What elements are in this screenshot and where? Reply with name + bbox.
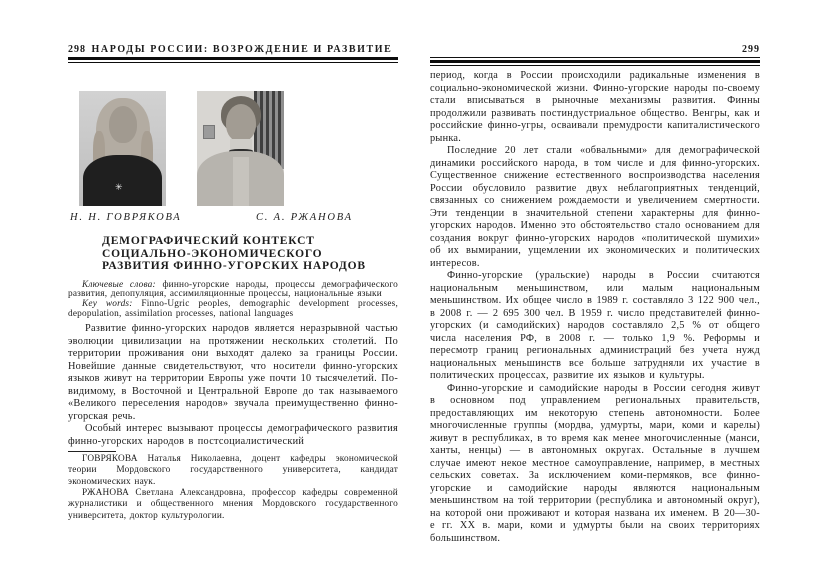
page-right: [430, 44, 760, 545]
header-rule-right: [430, 60, 760, 66]
running-head-right: [430, 44, 760, 58]
photo-frame-shape: [203, 125, 215, 139]
page-number-left: 298: [68, 44, 86, 55]
photo-face-shape: [226, 104, 256, 142]
keywords-ru: [68, 281, 398, 301]
author-names: [68, 212, 398, 223]
body-paragraph: Последние 20 лет стали «обвальными» для демографической динамики российского народа, в том числе и для финно-угорских. Существенное снижение естественного воспроизводства населения России обусловило развитие двух неблагоприятных тенденций, связанных со снижением рождаемости и увеличением смертности. Эти тенденции в значительной степени характерны для финно-угорских народов. Именно это обстоятельство стало основанием для создания вокруг финно-угорских народов «политической шумихи» об их вымирании, ущемлении их экономических и политических интересов.: [430, 145, 760, 269]
article-title-line: СОЦИАЛЬНО-ЭКОНОМИЧЕСКОГО: [102, 247, 323, 260]
body-paragraph: Финно-угорские и самодийские народы в России сегодня живут в основном под управлением региональных правительств, предоставляющих им некоторую степень автономности. Более многочисленные группы (мордва, удмурты, мари, коми и карелы) живут в республиках, в то время как менее многочисленные (манси, ханты, ненцы) — в автономных округах. Остальные в лучшем случае имеют некое местное самоуправление, например, в местных сельских советах. За исключением коми-пермяков, все финно-угорские и самодийские народы являются национальным меньшинством на той территории (республика и автономный округ), на которой они проживают и которая названа их именем. В 20—30-е гг. XX в. мари, коми и удмурты были на своих территориях большинством.: [430, 382, 760, 544]
article-body-left: [68, 323, 398, 448]
photo-brooch-shape: ✳: [115, 182, 123, 192]
footnote-separator: [68, 451, 116, 452]
keywords-en-text: Finno-Ugric peoples, demographic development processes, depopulation, assimilation processes, national languages: [68, 299, 399, 320]
page-number-right: 299: [742, 44, 760, 55]
body-paragraph: Развитие финно-угорских народов является неразрывной частью эволюции цивилизации на протяжении нескольких столетий. По территории проживания они выходят далеко за границы России. Новейшие данные свидетельствуют, что носители финно-угорских языков живут на территории Европы уже почти 10 тысячелетий. По-видимому, в Восточной и Центральной Европе до так называемого «Великого переселения народов» звучала преимущественно финно-угорская речь.: [68, 323, 398, 422]
keywords-en-label: Key words:: [82, 299, 133, 310]
article-title: [68, 235, 398, 273]
body-paragraph: Финно-угорские (уральские) народы в России считаются национальным меньшинством, или малым национальным меньшинством. Их общее число в 1989 г. составляло 3 122 900 чел., в 2008 г. — 2 695 300 чел. В 1959 г. число представителей финно-угорских (и самодийских) народов составляло 2,5 % от общего числа населения РФ, в 2008 г. — только 1,9 %. Реформы и пересмотр границ региональных администраций без учета нужд национальных меньшинств все больше затрудняли их участие в политических процессах, развитие их языков и культуры.: [430, 270, 760, 381]
photo-body-shape: [83, 155, 162, 206]
keywords-ru-label: Ключевые слова:: [82, 279, 156, 290]
header-rule-left: [68, 57, 398, 63]
article-title-line: ДЕМОГРАФИЧЕСКИЙ КОНТЕКСТ: [102, 235, 315, 247]
keywords-en: [68, 300, 398, 320]
page-left: [68, 44, 398, 522]
author-photo-rzhanova: [197, 91, 284, 206]
keywords-block: [68, 281, 398, 321]
keywords-ru-text: финно-угорские народы, процессы демографического развития, депопуляция, ассимиляционные процессы, национальные языки: [68, 279, 398, 300]
running-head-left: [68, 44, 398, 55]
photo-lapel-shape: [233, 157, 249, 206]
author-photo-govryakova: [79, 91, 166, 206]
body-paragraph: период, когда в России происходили радикальные изменения в социально-экономической жизни. Финно-угорские народы по-своему стали вписываться в рыночные механизмы развития. Финны продолжили развивать постиндустриальное общество. Венгры, как и российские финно-угры, осваивали премудрости капиталистического рынка.: [430, 70, 760, 144]
article-body-right: [430, 70, 760, 545]
footnote-govryakova: ГОВРЯКОВА Наталья Николаевна, доцент кафедры экономической теории Мордовского государственного университета, кандидат экономических наук.: [68, 454, 398, 487]
article-title-line: РАЗВИТИЯ ФИННО-УГОРСКИХ НАРОДОВ: [102, 260, 366, 272]
body-paragraph: Особый интерес вызывают процессы демографического развития финно-угорских народов в постсоциалистический: [68, 423, 398, 447]
photo-face-shape: [109, 106, 137, 143]
footnote-rzhanova: РЖАНОВА Светлана Александровна, профессор кафедры современной журналистики и общественного мнения Мордовского государственного университета, доктор культурологии.: [68, 488, 398, 521]
author-name-rzhanova: С. А. РЖАНОВА: [256, 212, 353, 223]
footnotes-block: [68, 454, 398, 522]
author-name-govryakova: Н. Н. ГОВРЯКОВА: [70, 212, 182, 223]
running-title: НАРОДЫ РОССИИ: ВОЗРОЖДЕНИЕ И РАЗВИТИЕ: [91, 44, 393, 55]
author-photos: [79, 91, 398, 206]
